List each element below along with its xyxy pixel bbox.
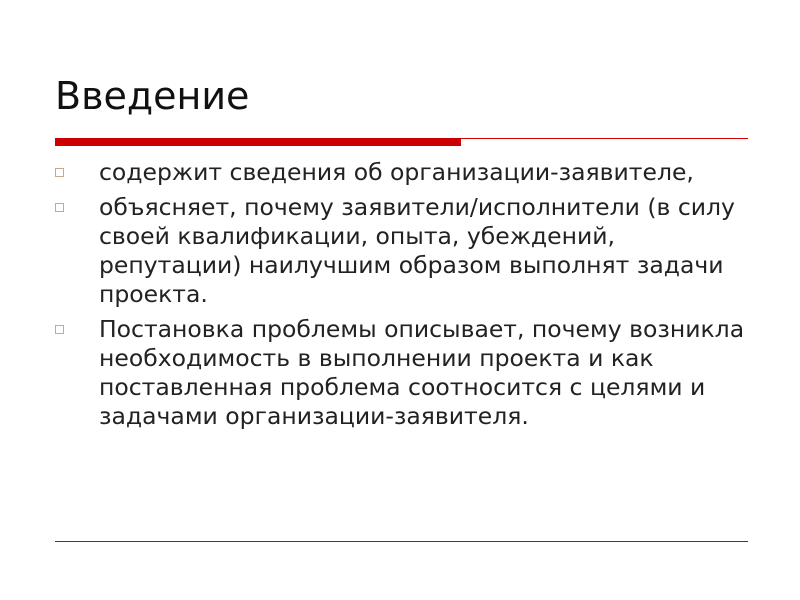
title-underline-thin (461, 138, 748, 139)
bullet-item (55, 315, 748, 431)
bottom-divider (55, 541, 748, 542)
bullet-text: содержит сведения об организации-заявителе, (99, 158, 694, 186)
square-bullet-icon (55, 203, 64, 212)
bullet-text: Постановка проблемы описывает, почему возникла необходимость в выполнении проекта и как поставленная проблема соотносится с целями и задачами организации-заявителя. (99, 315, 745, 430)
bullet-item (55, 158, 748, 187)
title-underline-thick (55, 138, 461, 146)
slide-title: Введение (55, 74, 250, 118)
square-bullet-icon (55, 325, 64, 334)
bullet-list (55, 158, 748, 437)
bullet-text: объясняет, почему заявители/исполнители (в силу своей квалификации, опыта, убеждений, репутации) наилучшим образом выполнят задачи проекта. (99, 193, 735, 308)
square-bullet-icon (55, 168, 64, 177)
bullet-item (55, 193, 748, 309)
